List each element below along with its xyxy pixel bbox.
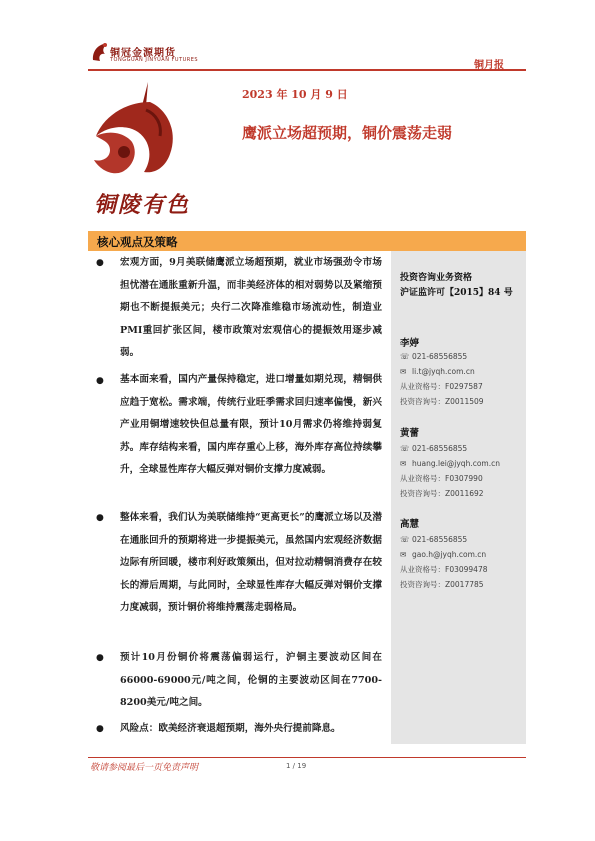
report-date: 2023 年 10 月 9 日 xyxy=(242,88,348,101)
analyst-phone: 021-68556855 xyxy=(412,352,468,361)
analyst-advisory: 投资咨询号：Z0017785 xyxy=(400,580,484,589)
analyst-name: 高慧 xyxy=(400,519,420,530)
company-name-cn: 铜冠金源期货 xyxy=(110,48,176,59)
analyst-license: 从业资格号：F03099478 xyxy=(400,565,488,574)
bullet-icon: ● xyxy=(96,513,104,523)
point-fundamentals: 基本面来看，国内产量保持稳定，进口增量如期兑现，精铜供应趋于宽松。需求端，传统行业旺季需求回归速率偏慢，新兴产业用铜增速较快但总量有限，预计10月需求仍将维持弱复苏。库存结构来看，国内库存重心上移，海外库存高位持续攀升，全球显性库存大幅反弹对铜价支撑力度减弱。 xyxy=(120,374,382,475)
analyst-license: 从业资格号：F0297587 xyxy=(400,382,483,391)
footer-divider xyxy=(88,757,526,758)
qualification-block xyxy=(400,271,513,301)
email-icon: ✉ xyxy=(400,550,407,559)
analyst-contact xyxy=(400,441,500,501)
footer-disclaimer: 敬请参阅最后一页免责声明 xyxy=(90,763,199,773)
qualification-line: 投资咨询业务资格 xyxy=(400,273,473,283)
analyst-license: 从业资格号：F0307990 xyxy=(400,474,483,483)
header-divider xyxy=(88,69,526,71)
bullet-icon: ● xyxy=(96,724,104,734)
phone-icon: ☏ xyxy=(400,535,410,544)
section-title: 核心观点及策略 xyxy=(97,235,178,249)
bullet-icon: ● xyxy=(96,376,104,386)
analyst-name: 黄蕾 xyxy=(400,428,420,439)
emblem-graphic xyxy=(86,80,186,192)
email-icon: ✉ xyxy=(400,459,407,468)
bullet-icon: ● xyxy=(96,653,104,663)
bullet-icon: ● xyxy=(96,258,104,268)
report-title: 鹰派立场超预期，铜价震荡走弱 xyxy=(242,124,453,142)
analyst-email[interactable]: gao.h@jyqh.com.cn xyxy=(412,550,487,559)
company-name-en: TONGGUAN JINYUAN FUTURES xyxy=(110,57,199,63)
analyst-name: 李婷 xyxy=(400,338,420,349)
analyst-phone: 021-68556855 xyxy=(412,444,468,453)
point-macro: 宏观方面，9月美联储鹰派立场超预期，就业市场强劲令市场担忧潜在通胀重新升温，而非美经济体的相对弱势以及紧缩预期也不断提振美元；央行二次降准维稳市场流动性，制造业PMI重回扩张区间，楼市政策对宏观信心的提振效用逐步减弱。 xyxy=(120,257,382,358)
company-logo-icon xyxy=(90,40,110,64)
phone-icon: ☏ xyxy=(400,444,410,453)
analyst-phone: 021-68556855 xyxy=(412,535,468,544)
point-overall: 整体来看，我们认为美联储维持“更高更长”的鹰派立场以及潜在通胀回升的预期将进一步提振美元，虽然国内宏观经济数据边际有所回暖，楼市利好政策频出，但对拉动精铜消费存在较长的滞后周期，与此同时，全球显性库存大幅反弹对铜价支撑力度减弱，预计铜价将维持震荡走弱格局。 xyxy=(120,512,382,613)
point-risk: 风险点：欧美经济衰退超预期，海外央行提前降息。 xyxy=(120,723,341,734)
analyst-contact xyxy=(400,349,484,409)
analyst-advisory: 投资咨询号：Z0011692 xyxy=(400,489,484,498)
page-number: 1 / 19 xyxy=(286,762,307,770)
report-type: 铜月报 xyxy=(474,60,504,71)
analyst-contact xyxy=(400,532,488,592)
license-line: 沪证监许可【2015】84 号 xyxy=(400,288,513,298)
phone-icon: ☏ xyxy=(400,352,410,361)
email-icon: ✉ xyxy=(400,367,407,376)
calligraphy-brand: 铜陵有色 xyxy=(94,192,191,218)
point-forecast: 预计10月份铜价将震荡偏弱运行，沪铜主要波动区间在66000-69000元/吨之间，伦铜的主要波动区间在7700-8200美元/吨之间。 xyxy=(120,652,382,708)
analyst-advisory: 投资咨询号：Z0011509 xyxy=(400,397,484,406)
analyst-email[interactable]: li.t@jyqh.com.cn xyxy=(412,367,475,376)
analyst-email[interactable]: huang.lei@jyqh.com.cn xyxy=(412,459,500,468)
